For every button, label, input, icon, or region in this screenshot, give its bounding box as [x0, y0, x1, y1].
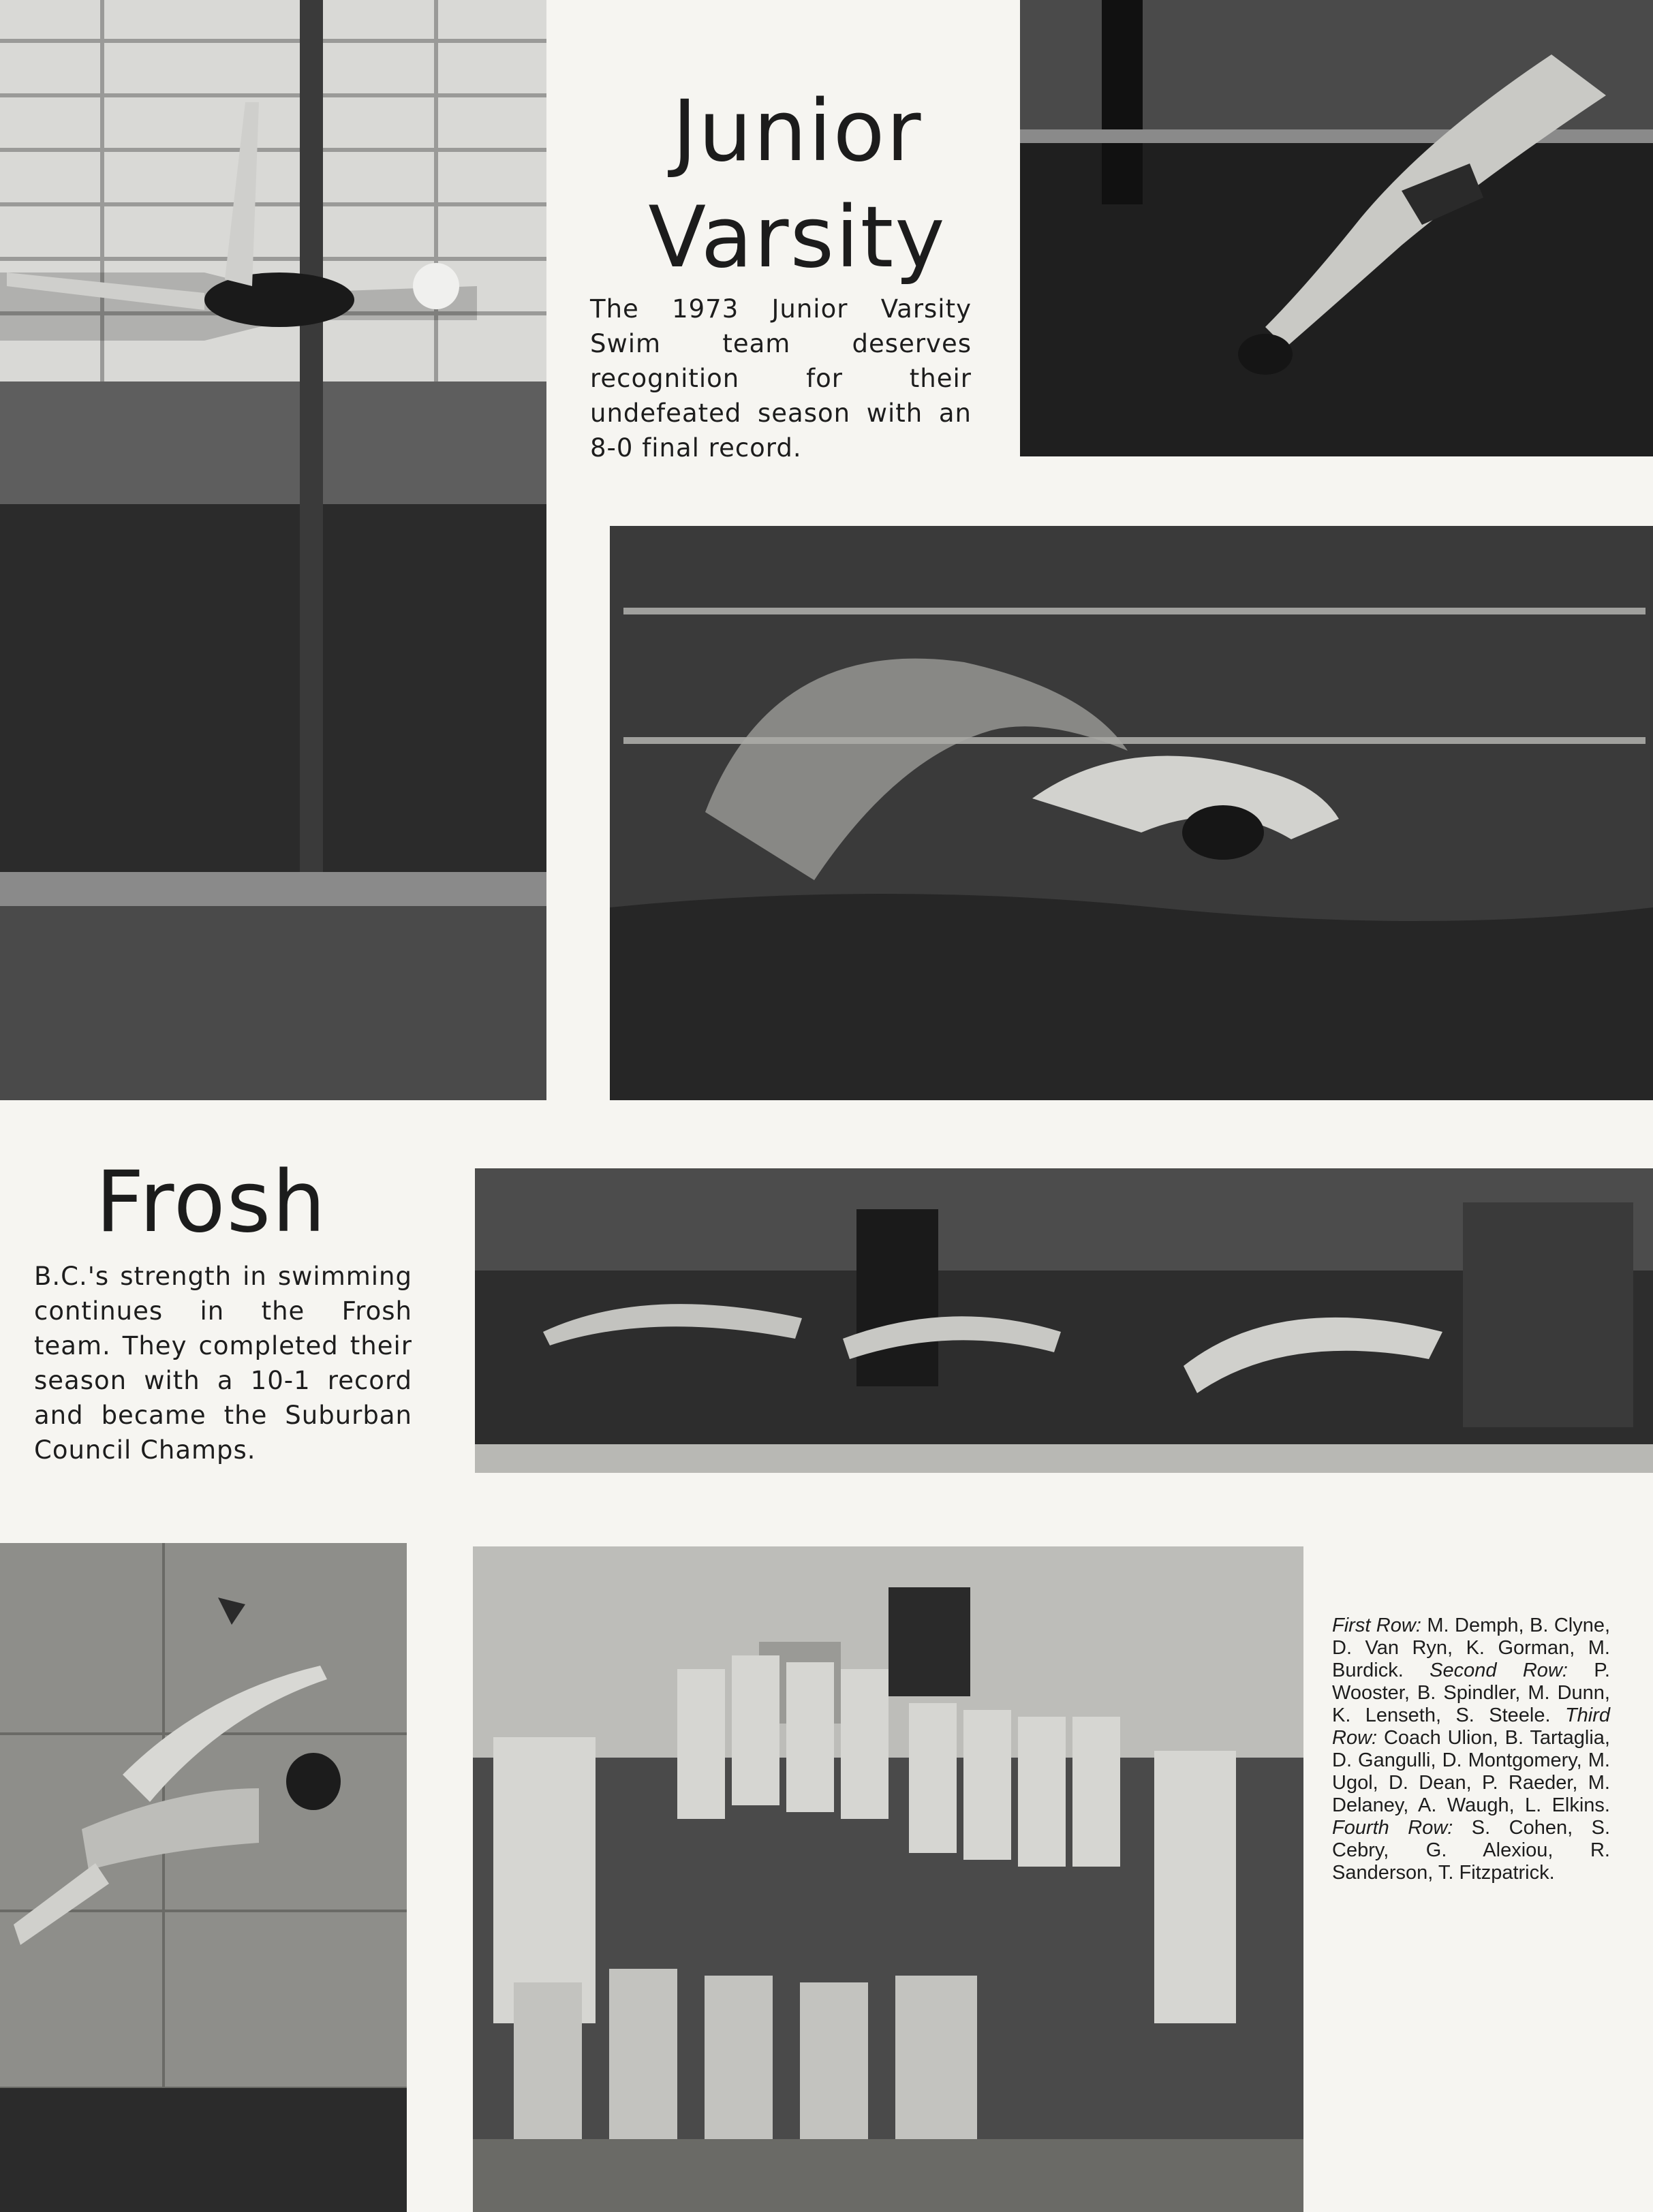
first-row-names: M. Demph, B. Clyne, D. Van Ryn, K. Gorman, M. Burdick.	[1332, 1615, 1611, 1681]
frosh-heading: Frosh	[95, 1153, 327, 1251]
junior-varsity-heading-line1: Junior	[672, 82, 923, 181]
junior-varsity-heading-line2: Varsity	[648, 189, 946, 287]
photo-frosh-race-start	[475, 1168, 1653, 1473]
fourth-row-label: Fourth Row:	[1332, 1817, 1453, 1839]
third-row-names: Coach Ulion, B. Tartaglia, D. Gangulli, D. Montgomery, M. Ugol, D. Dean, P. Raeder, M. Delaney, A. Waugh, L. Elkins.	[1332, 1727, 1610, 1816]
photo-freestyle-swimmer-splash	[610, 526, 1653, 1100]
junior-varsity-description: The 1973 Junior Varsity Swim team deserves recognition for their undefeated season with an 8-0 final record.	[590, 294, 972, 463]
photo-girl-diver-flight	[0, 0, 546, 1100]
junior-varsity-heading	[586, 78, 1008, 291]
frosh-description: B.C.'s strength in swimming continues in the Frosh team. They completed their season with a 10-1 record and became the Suburban Council Champs.	[34, 1262, 412, 1465]
first-row-label: First Row:	[1332, 1615, 1421, 1636]
photo-swimmer-racing-dive	[1020, 0, 1653, 456]
photo-frosh-team-group	[473, 1546, 1303, 2212]
third-row-label: Third Row:	[1332, 1704, 1611, 1749]
photo-girl-diver-midair	[0, 1543, 407, 2212]
second-row-names: P. Wooster, B. Spindler, M. Dunn, K. Lenseth, S. Steele.	[1332, 1660, 1610, 1726]
roster-caption	[1332, 1615, 1610, 1884]
second-row-label: Second Row:	[1430, 1660, 1568, 1681]
fourth-row-names: S. Cohen, S. Cebry, G. Alexiou, R. Sanderson, T. Fitzpatrick.	[1332, 1817, 1610, 1884]
